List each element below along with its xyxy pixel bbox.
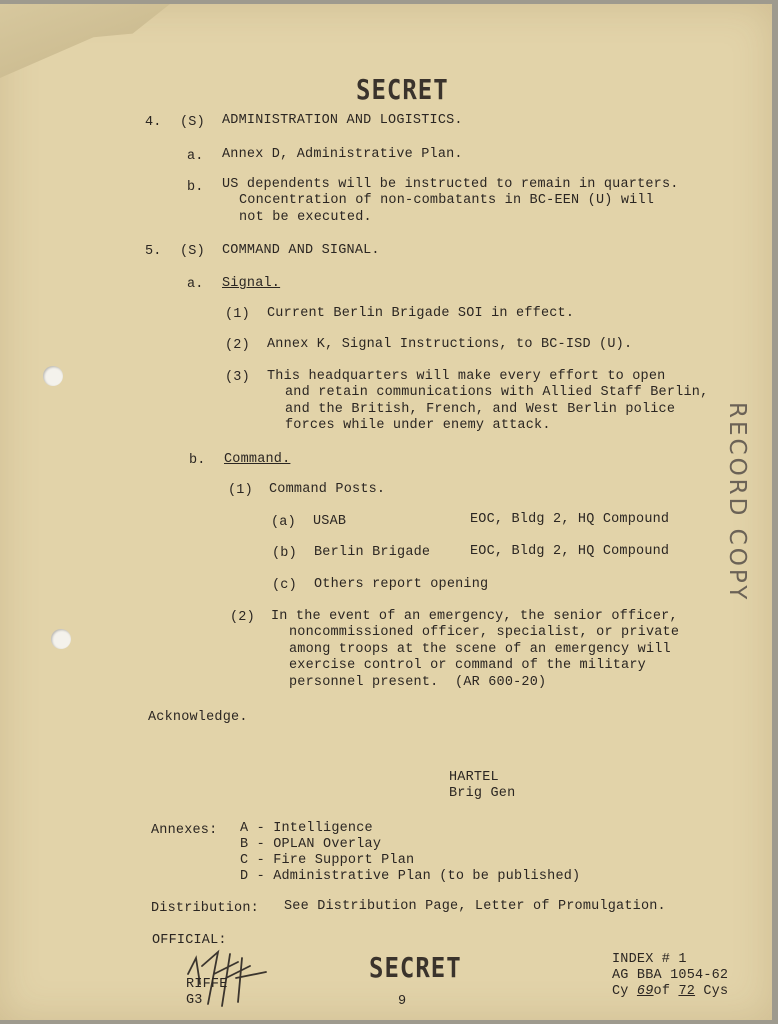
cp-a-location: EOC, Bldg 2, HQ Compound	[470, 512, 670, 527]
acknowledge-text: Acknowledge.	[148, 710, 248, 725]
official-label: OFFICIAL:	[152, 933, 227, 948]
signer-name: HARTEL	[449, 770, 499, 785]
page-number: 9	[398, 994, 407, 1009]
folded-corner	[0, 4, 170, 78]
para-5b2-line-3: among troops at the scene of an emergency will	[289, 642, 671, 657]
header-secret-stamp: SECRET	[356, 73, 449, 107]
para-5a1-text: Current Berlin Brigade SOI in effect.	[267, 306, 575, 321]
footer-secret-stamp: SECRET	[369, 951, 462, 985]
para-5b1-text: Command Posts.	[269, 482, 386, 497]
para-5b2-line-1: In the event of an emergency, the senior officer,	[271, 609, 678, 624]
section-4-title: ADMINISTRATION AND LOGISTICS.	[222, 113, 463, 128]
section-4-class: (S)	[180, 115, 205, 130]
para-4a-label: a.	[187, 149, 204, 164]
cp-b-label: (b)	[272, 546, 297, 561]
para-5b2-line-4: exercise control or command of the military	[289, 658, 646, 673]
copy-total: 72	[678, 984, 696, 999]
index-line-1: INDEX # 1	[612, 952, 687, 967]
para-5b2-line-5: personnel present. (AR 600-20)	[289, 675, 547, 690]
index-line-2: AG BBA 1054-62	[612, 968, 729, 983]
para-5a2-label: (2)	[225, 338, 250, 353]
annex-item: B - OPLAN Overlay	[240, 837, 382, 852]
cp-a-label: (a)	[271, 515, 296, 530]
cp-c-text: Others report opening	[314, 577, 489, 592]
para-5a3-line-1: This headquarters will make every effort to open	[267, 369, 666, 384]
document-page	[0, 4, 772, 1020]
copy-number: 69	[636, 984, 654, 999]
punch-hole-bottom	[51, 629, 71, 649]
cp-c-label: (c)	[272, 578, 297, 593]
para-4a-text: Annex D, Administrative Plan.	[222, 147, 463, 162]
copy-prefix: Cy	[612, 984, 629, 999]
cp-b-location: EOC, Bldg 2, HQ Compound	[470, 544, 670, 559]
para-5a3-label: (3)	[225, 370, 250, 385]
para-4b-line-1: US dependents will be instructed to remain in quarters.	[222, 177, 679, 192]
para-5b2-line-2: noncommissioned officer, specialist, or private	[289, 625, 680, 640]
para-5a-title: Signal.	[222, 276, 281, 291]
annexes-label: Annexes:	[151, 823, 218, 838]
punch-hole-top	[43, 366, 63, 386]
copy-of: of	[653, 984, 671, 999]
para-5a3-line-3: and the British, French, and West Berlin police	[285, 402, 676, 417]
signer-rank: Brig Gen	[449, 786, 516, 801]
official-name: RIFFE	[186, 977, 228, 992]
section-5-number: 5.	[145, 244, 162, 259]
para-4b-line-2: Concentration of non-combatants in BC-EEN (U) will	[239, 193, 655, 208]
para-5a3-line-4: forces while under enemy attack.	[285, 418, 551, 433]
distribution-text: See Distribution Page, Letter of Promulgation.	[284, 899, 666, 914]
para-5a3-line-2: and retain communications with Allied Staff Berlin,	[285, 385, 709, 400]
para-5b-title: Command.	[224, 452, 291, 467]
copy-suffix: Cys	[703, 984, 729, 999]
para-5b1-label: (1)	[228, 483, 253, 498]
cp-b-name: Berlin Brigade	[314, 545, 431, 560]
record-copy-stamp: RECORD COPY	[724, 402, 750, 603]
para-4b-line-3: not be executed.	[239, 210, 372, 225]
distribution-label: Distribution:	[151, 901, 259, 916]
annex-item: D - Administrative Plan (to be published)	[240, 869, 581, 884]
para-5a-label: a.	[187, 277, 204, 292]
section-5-title: COMMAND AND SIGNAL.	[222, 243, 380, 258]
section-4-number: 4.	[145, 115, 162, 130]
para-5b2-label: (2)	[230, 610, 255, 625]
para-4b-label: b.	[187, 180, 204, 195]
official-title: G3	[186, 993, 203, 1008]
para-5a2-text: Annex K, Signal Instructions, to BC-ISD (U).	[267, 337, 633, 352]
annex-item: A - Intelligence	[240, 821, 373, 836]
section-5-class: (S)	[180, 244, 205, 259]
para-5a1-label: (1)	[225, 307, 250, 322]
copy-line	[612, 984, 728, 999]
annex-item: C - Fire Support Plan	[240, 853, 415, 868]
para-5b-label: b.	[189, 453, 206, 468]
cp-a-name: USAB	[313, 514, 347, 529]
